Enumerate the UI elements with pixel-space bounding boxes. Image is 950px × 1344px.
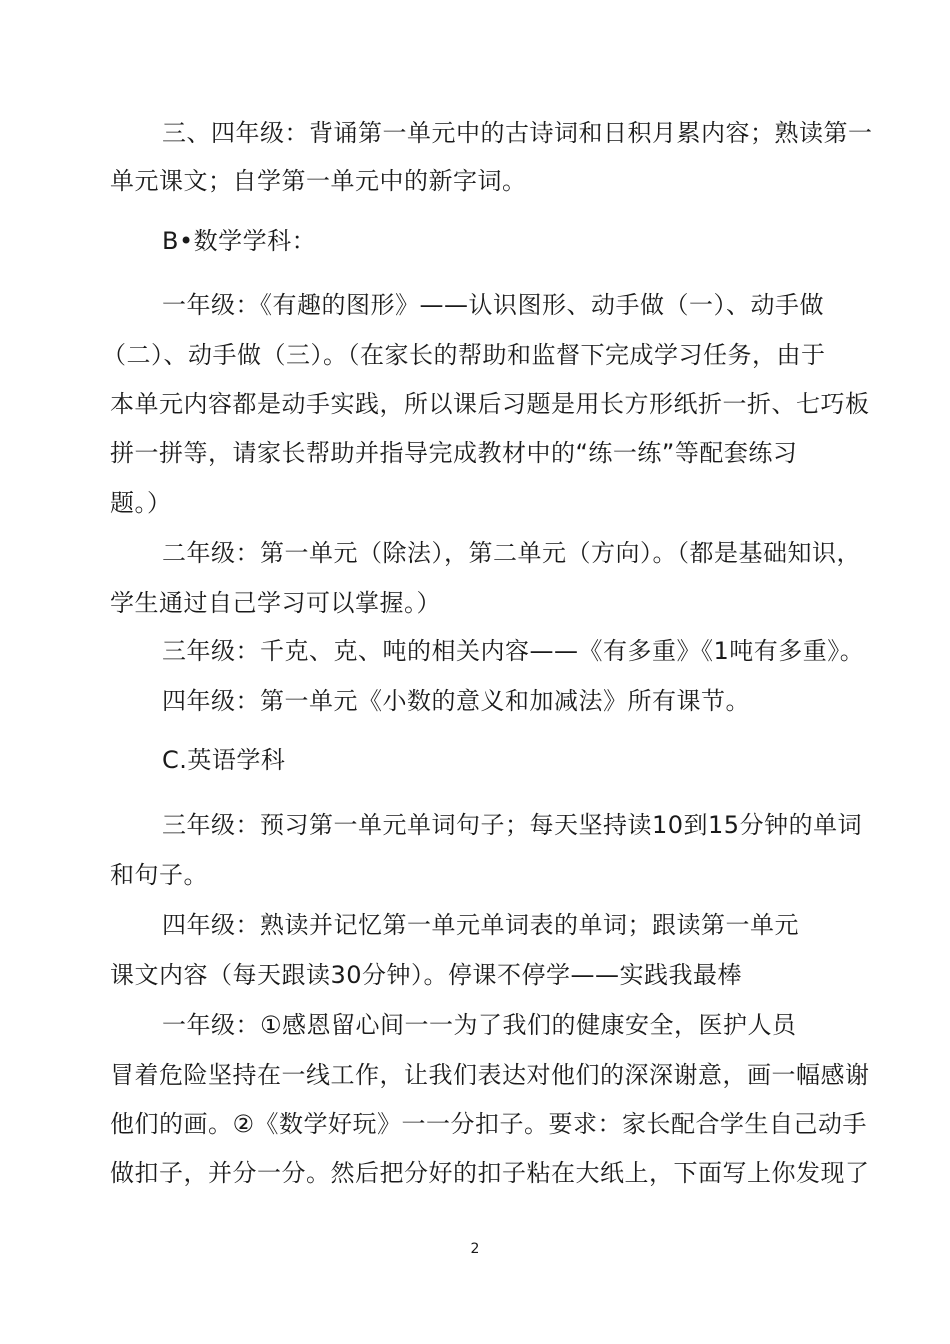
text-line: 一年级：《有趣的图形》——认识图形、动手做（一）、动手做 [162,291,824,319]
text-line: （二）、动手做（三）。（在家长的帮助和监督下完成学习任务，由于 [102,341,826,369]
text-line: 题。） [110,489,172,517]
text-line: 四年级：熟读并记忆第一单元单词表的单词；跟读第一单元 [162,911,799,939]
text-line: 一年级：①感恩留心间一一为了我们的健康安全，医护人员 [162,1011,797,1039]
text-line: 学生通过自己学习可以掌握。） [110,589,441,617]
section-heading-english: C.英语学科 [162,746,286,774]
page-number: 2 [470,1241,480,1257]
section-heading-math: B•数学学科： [162,227,317,255]
text-line: 冒着危险坚持在一线工作，让我们表达对他们的深深谢意，画一幅感谢 [110,1061,870,1089]
text-line: 本单元内容都是动手实践，所以课后习题是用长方形纸折一折、七巧板 [110,390,870,418]
text-line: 拼一拼等，请家长帮助并指导完成教材中的“练一练”等配套练习 [110,439,798,467]
text-line: 三、四年级：背诵第一单元中的古诗词和日积月累内容；熟读第一 [162,119,873,147]
text-line: 四年级：第一单元《小数的意义和加减法》所有课节。 [162,687,750,715]
text-line: 单元课文；自学第一单元中的新字词。 [110,167,527,195]
text-line: 做扣子，并分一分。然后把分好的扣子粘在大纸上，下面写上你发现了 [110,1159,870,1187]
text-line: 课文内容（每天跟读30分钟）。停课不停学——实践我最棒 [110,961,743,989]
text-line: 和句子。 [110,861,208,889]
text-line: 三年级：预习第一单元单词句子；每天坚持读10到15分钟的单词 [162,811,863,839]
text-line: 二年级：第一单元（除法），第二单元（方向）。（都是基础知识， [162,539,861,567]
text-line: 三年级：千克、克、吨的相关内容——《有多重》《1吨有多重》。 [162,637,865,665]
text-line: 他们的画。②《数学好玩》一一分扣子。要求：家长配合学生自己动手 [110,1110,868,1138]
